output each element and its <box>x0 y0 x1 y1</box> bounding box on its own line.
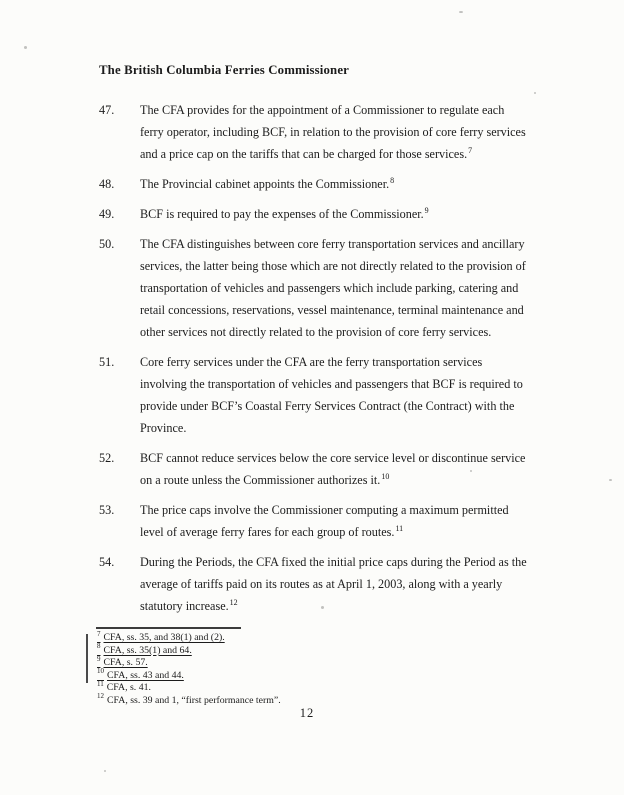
footnote-text: CFA, s. 41. <box>106 682 151 693</box>
paragraph-number: 54. <box>99 555 115 569</box>
scan-speck <box>470 470 472 472</box>
page-title: The British Columbia Ferries Commissioner <box>99 63 349 77</box>
footnote <box>97 629 507 645</box>
paragraph <box>99 551 531 617</box>
paragraph <box>99 233 531 343</box>
footnote-number: 9 <box>97 654 101 663</box>
paragraph <box>99 99 531 165</box>
scan-speck <box>104 770 106 772</box>
paragraph-text: The price caps involve the Commissioner computing a maximum permitted level of average ferry fares for each group of routes.$^{11}$ <box>140 503 509 539</box>
paragraph <box>99 447 531 491</box>
footnote-content <box>97 642 192 656</box>
page-number: 12 <box>299 706 315 720</box>
footnote-reference: 9 <box>424 205 429 215</box>
paragraph-text: BCF cannot reduce services below the core service level or discontinue service on a route unless the Commissioner authorizes it.$^{10}$ <box>140 451 526 487</box>
footnote <box>97 654 507 670</box>
footnote <box>97 679 507 695</box>
footnote-number: 7 <box>97 629 101 638</box>
scan-speck <box>321 606 324 609</box>
paragraph-number: 48. <box>99 177 115 191</box>
paragraph-text: The CFA provides for the appointment of a Commissioner to regulate each ferry operator, including BCF, in relation to the provision of core ferry services and a price cap on the tariffs that can be charged for those services.$^7$ <box>140 103 526 161</box>
footnote-number: 12 <box>97 692 104 701</box>
footnote-reference: 10 <box>381 471 390 481</box>
paragraph <box>99 351 531 439</box>
footnote-separator <box>96 627 241 629</box>
footnote-content <box>97 654 148 668</box>
scan-speck <box>24 46 27 49</box>
paragraph-number: 50. <box>99 237 115 251</box>
footnote <box>97 667 507 683</box>
paragraph-text: The CFA distinguishes between core ferry transportation services and ancillary services, the latter being those which are not directly related to the provision of transportation of vehicles and passengers which include parking, catering and retail concessions, reservations, vessel maintenance, terminal maintenance and other services not directly related to the provision of core ferry services. <box>140 237 526 339</box>
footnote <box>97 642 507 658</box>
paragraph-number: 47. <box>99 103 115 117</box>
footnote-content <box>97 679 151 693</box>
document-body <box>99 63 531 625</box>
footnote-text: CFA, ss. 35(1) and 64. <box>103 644 192 656</box>
footnote-content <box>97 667 184 681</box>
footnote-reference: 12 <box>229 597 238 607</box>
scan-speck <box>534 92 536 94</box>
scan-speck <box>459 11 463 13</box>
footnote-reference: 8 <box>390 175 395 185</box>
scan-speck <box>609 479 612 481</box>
footnote-number: 10 <box>97 667 104 676</box>
paragraph <box>99 173 531 195</box>
paragraph-text: Core ferry services under the CFA are the ferry transportation services involving the transportation of vehicles and passengers that BCF is required to provide under BCF’s Coastal Ferry Services Contract (the Contract) with the Province. <box>140 355 523 435</box>
footnote-text: CFA, ss. 35, and 38(1) and (2). <box>103 632 225 643</box>
paragraph-text: The Provincial cabinet appoints the Commissioner.$^8$ <box>140 175 395 191</box>
paragraph-list <box>99 99 531 617</box>
paragraph-number: 52. <box>99 451 115 465</box>
footnote-reference: 7 <box>468 145 473 155</box>
margin-change-bar <box>86 634 88 683</box>
paragraph <box>99 499 531 543</box>
footnote-number: 11 <box>97 679 104 688</box>
paragraph-number: 51. <box>99 355 115 369</box>
footnote-list <box>97 629 507 707</box>
footnote-text: CFA, s. 57. <box>103 657 148 668</box>
scan-speck <box>420 455 422 457</box>
footnote-number: 8 <box>97 642 101 651</box>
footnote-content <box>97 629 225 643</box>
paragraph-number: 49. <box>99 207 115 221</box>
paragraph-text: BCF is required to pay the expenses of the Commissioner.$^9$ <box>140 205 429 221</box>
paragraph-text: During the Periods, the CFA fixed the initial price caps during the Period as the average of tariffs paid on its routes as at April 1, 2003, along with a yearly statutory increase.$^{12}$ <box>140 555 527 613</box>
paragraph <box>99 203 531 225</box>
footnote-reference: 11 <box>395 523 404 533</box>
footnote-text: CFA, ss. 43 and 44. <box>107 669 184 681</box>
footnote-text: CFA, ss. 39 and 1, “first performance term”. <box>107 694 281 706</box>
footnote-content <box>97 692 281 706</box>
paragraph-number: 53. <box>99 503 115 517</box>
